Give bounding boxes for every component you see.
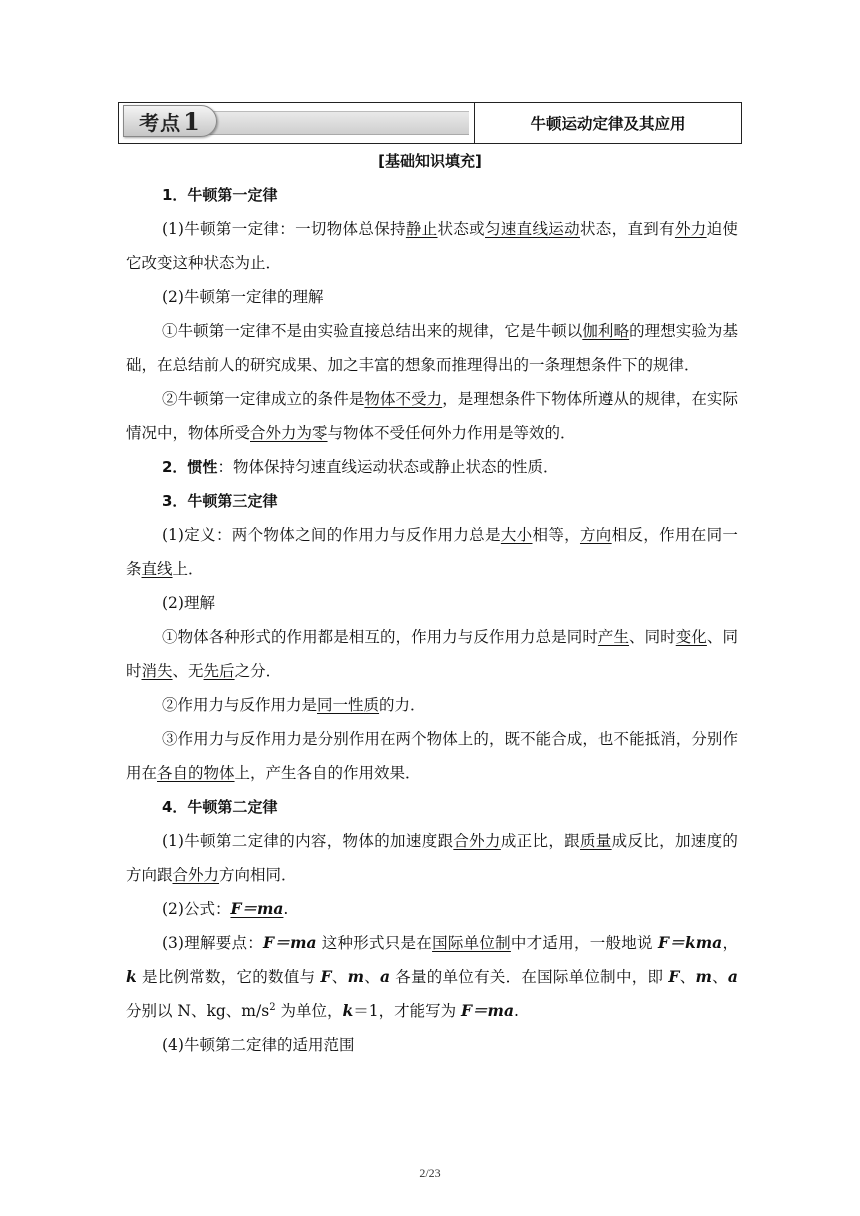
section-title: [基础知识填充]	[378, 152, 482, 170]
paragraph-formula: (2)公式：F＝ma.	[162, 899, 289, 918]
topic-tag-cell	[119, 103, 475, 143]
heading-newton-second-law: 4．牛顿第二定律	[162, 798, 278, 816]
topic-tag	[123, 105, 217, 137]
blank-answer: 合外力	[453, 832, 501, 850]
paragraph: (4)牛顿第二定律的适用范围	[162, 1036, 355, 1054]
paragraph: ②牛顿第一定律成立的条件是物体不受力，是理想条件下物体所遵从的规律，在实际情况中，物体所受合外力为零与物体不受任何外力作用是等效的．	[126, 390, 738, 442]
formula: F＝ma	[461, 1001, 514, 1020]
paragraph: (1)定义：两个物体之间的作用力与反作用力总是大小相等，方向相反，作用在同一条直线上．	[126, 526, 738, 578]
blank-answer: 合外力	[172, 866, 220, 884]
topic-tag-number: 1	[183, 106, 201, 136]
paragraph-inertia: 2．惯性：物体保持匀速直线运动状态或静止状态的性质．	[162, 458, 559, 476]
paragraph: ③作用力与反作用力是分别作用在两个物体上的，既不能合成，也不能抵消，分别作用在各自的物体上，产生各自的作用效果．	[126, 730, 738, 782]
paragraph: (1)牛顿第一定律：一切物体总保持静止状态或匀速直线运动状态，直到有外力迫使它改变这种状态为止．	[126, 220, 738, 272]
paragraph: (1)牛顿第二定律的内容，物体的加速度跟合外力成正比，跟质量成反比，加速度的方向跟合外力方向相同．	[126, 832, 738, 884]
blank-answer: 外力	[674, 220, 707, 238]
blank-answer: 产生	[597, 628, 630, 646]
paragraph: (2)理解	[162, 594, 215, 612]
blank-answer: 伽利略	[582, 322, 630, 340]
formula: F＝ma	[263, 933, 317, 952]
blank-answer: 静止	[405, 220, 438, 238]
formula: F＝ma	[230, 899, 284, 918]
blank-answer: 方向	[579, 526, 612, 544]
blank-answer: 直线	[141, 560, 173, 578]
page-number: 2/23	[419, 1166, 441, 1180]
heading-newton-first-law: 1．牛顿第一定律	[162, 186, 278, 204]
blank-answer: 物体不受力	[364, 390, 443, 408]
blank-answer: 国际单位制	[432, 934, 511, 952]
formula: F＝kma	[657, 933, 723, 952]
paragraph: ②作用力与反作用力是同一性质的力．	[162, 696, 426, 714]
heading-inertia: 2．惯性	[162, 458, 218, 476]
blank-answer: 合外力为零	[250, 424, 328, 442]
blank-answer: 质量	[579, 832, 612, 850]
blank-answer: 大小	[500, 526, 533, 544]
topic-header	[118, 102, 742, 144]
blank-answer: 同一性质	[317, 696, 380, 714]
content-body	[126, 178, 738, 1062]
heading-newton-third-law: 3．牛顿第三定律	[162, 492, 278, 510]
blank-answer: 各自的物体	[157, 764, 235, 782]
paragraph: ①物体各种形式的作用都是相互的，作用力与反作用力总是同时产生、同时变化、同时消失、无先后之分．	[126, 628, 738, 680]
topic-title: 牛顿运动定律及其应用	[530, 115, 686, 133]
paragraph: (2)牛顿第一定律的理解	[162, 288, 324, 306]
blank-answer: 变化	[675, 628, 707, 646]
blank-answer: 先后	[203, 662, 235, 680]
paragraph: (3)理解要点：F＝ma 这种形式只是在国际单位制中才适用，一般地说 F＝kma，k 是比例常数，它的数值与 F、m、a 各量的单位有关．在国际单位制中，即 F、m、a 分别以 N、kg、$m/s^2$ 为单位，k＝1，才能写为 F＝ma.	[126, 933, 738, 1020]
topic-tag-text: 考点	[139, 110, 182, 135]
blank-answer: 消失	[141, 662, 173, 680]
paragraph: ①牛顿第一定律不是由实验直接总结出来的规律，它是牛顿以伽利略的理想实验为基础，在总结前人的研究成果、加之丰富的想象而推理得出的一条理想条件下的规律．	[126, 322, 738, 374]
blank-answer: 匀速直线运动	[485, 220, 580, 238]
